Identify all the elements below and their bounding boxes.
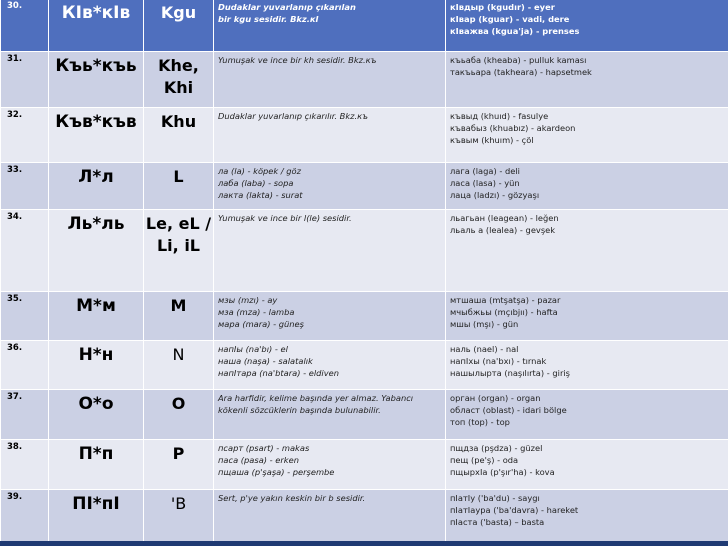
latin-transcription: Khe, Khi (144, 52, 214, 108)
description-cell (214, 490, 446, 543)
latin-transcription: L (144, 163, 214, 210)
description-cell (214, 52, 446, 108)
example-line: напІхы (na'bxı) - tırnak (450, 356, 547, 366)
description-line: мзы (mzı) - ay (218, 295, 278, 305)
examples-cell (446, 52, 728, 108)
description-line: напІы (na'bı) - el (218, 344, 288, 354)
example-line: наль (nael) - nal (450, 344, 519, 354)
table-row (1, 210, 728, 292)
description-line: bir kgu sesidir. Bkz.кІ (218, 14, 319, 24)
row-number: 38. (1, 440, 49, 490)
description-line: Yumuşak ve ince bir kh sesidir. Bkz.къ (218, 55, 377, 65)
cyrillic-letter: Л*л (49, 163, 144, 210)
description-line: наша (naşa) - salatalık (218, 356, 313, 366)
examples-cell (446, 108, 728, 163)
row-number: 30. (1, 0, 49, 52)
example-line: пещ (pe'ş) - oda (450, 455, 519, 465)
description-cell (214, 163, 446, 210)
row-number: 36. (1, 341, 49, 390)
description-line: мза (mza) - lamba (218, 307, 295, 317)
row-number: 39. (1, 490, 49, 543)
example-line: лага (laga) - deli (450, 166, 520, 176)
example-line: льаль а (lealea) - gevşek (450, 225, 556, 235)
table-row (1, 0, 728, 52)
example-line: такъьара (takheara) - hapsetmek (450, 67, 592, 77)
example-line: орган (organ) - organ (450, 393, 541, 403)
table-row (1, 292, 728, 341)
example-line: льагьан (leagean) - leğen (450, 213, 559, 223)
latin-transcription: M (144, 292, 214, 341)
table-row (1, 52, 728, 108)
description-line: Sert, p'ye yakın keskin bir b sesidir. (218, 493, 366, 503)
latin-transcription: Kgu (144, 0, 214, 52)
example-line: къвабыз (khuabız) - akardeon (450, 123, 576, 133)
latin-transcription: P (144, 440, 214, 490)
description-cell (214, 292, 446, 341)
examples-cell (446, 0, 728, 52)
examples-cell (446, 292, 728, 341)
table-row (1, 108, 728, 163)
table-row (1, 490, 728, 543)
examples-cell (446, 163, 728, 210)
description-line: мара (mara) - güneş (218, 319, 304, 329)
example-line: пщдза (pşdza) - güzel (450, 443, 543, 453)
examples-cell (446, 210, 728, 292)
latin-transcription: N (144, 341, 214, 390)
row-number: 32. (1, 108, 49, 163)
example-line: къвым (khuım) - çöl (450, 135, 534, 145)
description-line: лакта (lakta) - surat (218, 190, 303, 200)
description-cell (214, 440, 446, 490)
example-line: пщырхІа (p'şır'ha) - kova (450, 467, 555, 477)
example-line: мчыбжьы (mçıbjıı) - hafta (450, 307, 558, 317)
cyrillic-letter: Н*н (49, 341, 144, 390)
latin-transcription: Le, eL / Li, iL (144, 210, 214, 292)
example-line: пІаста ('basta) – basta (450, 517, 545, 527)
example-line: лаца (ladzı) - gözyaşı (450, 190, 540, 200)
latin-transcription: O (144, 390, 214, 440)
description-cell (214, 210, 446, 292)
slide-bottom-bar (0, 541, 728, 546)
row-number: 33. (1, 163, 49, 210)
description-cell (214, 108, 446, 163)
cyrillic-letter: П*п (49, 440, 144, 490)
row-number: 35. (1, 292, 49, 341)
example-line: мтшаша (mtşatşa) - pazar (450, 295, 561, 305)
examples-cell (446, 390, 728, 440)
example-line: кІвдыр (kgudır) - eyer (450, 2, 555, 12)
cyrillic-letter: Ль*ль (49, 210, 144, 292)
row-number: 34. (1, 210, 49, 292)
description-line: Dudaklar yuvarlanıp çıkarılan (218, 2, 356, 12)
examples-cell (446, 440, 728, 490)
table-row (1, 163, 728, 210)
example-line: нашылырта (naşılırta) - giriş (450, 368, 571, 378)
cyrillic-letter: О*о (49, 390, 144, 440)
example-line: ласа (lasa) - yün (450, 178, 520, 188)
row-number: 37. (1, 390, 49, 440)
description-line: kökenli sözcüklerin başında bulunabilir. (218, 405, 381, 415)
example-line: кІвар (kguar) - vadi, dere (450, 14, 570, 24)
example-line: кІважва (kgua'ja) - prenses (450, 26, 580, 36)
cyrillic-letter: КІв*кІв (49, 0, 144, 52)
description-line: пщаша (p'şaşa) - perşembe (218, 467, 335, 477)
cyrillic-letter: Къь*къь (49, 52, 144, 108)
description-line: Dudaklar yuvarlanıp çıkarılır. Bkz.къ (218, 111, 369, 121)
alphabet-table-body (1, 0, 728, 543)
description-cell (214, 0, 446, 52)
description-line: ла (la) - köpek / göz (218, 166, 301, 176)
table-row (1, 341, 728, 390)
description-line: псарт (psart) - makas (218, 443, 310, 453)
cyrillic-letter: ПІ*пІ (49, 490, 144, 543)
description-line: Yumuşak ve ince bir l(le) sesidir. (218, 213, 352, 223)
example-line: мшы (mşı) - gün (450, 319, 519, 329)
table-row (1, 390, 728, 440)
description-line: напІтара (na'btara) - eldiven (218, 368, 340, 378)
latin-transcription: 'B (144, 490, 214, 543)
example-line: пІатІаура ('ba'davra) - hareket (450, 505, 579, 515)
row-number: 31. (1, 52, 49, 108)
cyrillic-letter: М*м (49, 292, 144, 341)
description-line: лаба (laba) - sopa (218, 178, 294, 188)
example-line: област (oblast) - idari bölge (450, 405, 567, 415)
description-cell (214, 341, 446, 390)
example-line: къвыд (khuıd) - fasulye (450, 111, 549, 121)
examples-cell (446, 490, 728, 543)
cyrillic-letter: Къв*къв (49, 108, 144, 163)
description-line: Ara harfidir, kelime başında yer almaz. Yabancı (218, 393, 414, 403)
latin-transcription: Khu (144, 108, 214, 163)
description-line: паса (pasa) - erken (218, 455, 299, 465)
table-row (1, 440, 728, 490)
example-line: пІатІу ('ba'du) - saygı (450, 493, 540, 503)
example-line: топ (top) - top (450, 417, 510, 427)
example-line: къьаба (kheaba) - pulluk kaması (450, 55, 587, 65)
examples-cell (446, 341, 728, 390)
description-cell (214, 390, 446, 440)
